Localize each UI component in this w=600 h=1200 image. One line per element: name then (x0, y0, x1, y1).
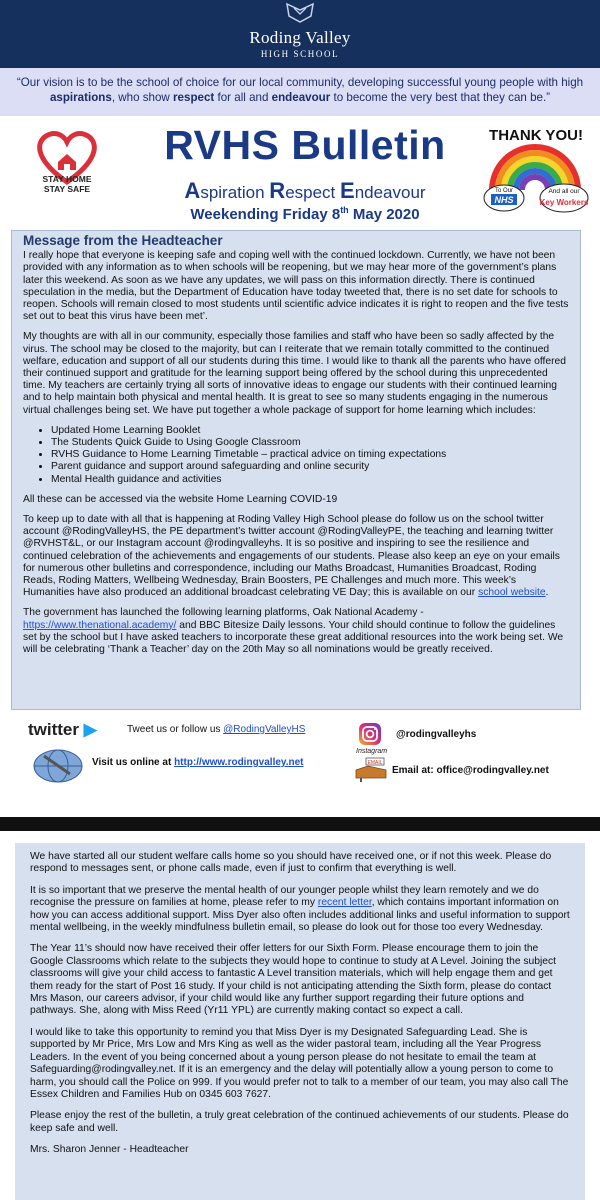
continued-paragraph-2 (30, 885, 571, 935)
motto-word: ndeavour (354, 183, 426, 202)
school-website-link[interactable]: school website (478, 587, 546, 599)
school-name: Roding Valley (249, 28, 351, 47)
paragraph-text: , which contains important information on how you can access additional support. Miss Dyer also often includes additional links and useful information to support mental wellbeing, in the weekly mindfulness bulletin email, so please do look out for those too every Wednesday. (30, 897, 570, 934)
nhs-text: NHS (494, 195, 514, 205)
twitter-word: twitter (28, 720, 79, 739)
thank-you-text: THANK YOU! (489, 127, 583, 144)
motto-capital: R (269, 178, 286, 203)
globe-icon (30, 744, 86, 784)
key-workers-text: Key Workers (539, 198, 589, 207)
thank-you-nhs-rainbow-icon (480, 120, 590, 220)
motto-capital: A (184, 178, 201, 203)
vision-text: “Our vision is to be the school of choice for our local community, developing successful young people with high (16, 76, 584, 89)
continued-message-box (15, 843, 585, 1200)
school-crest-icon (284, 2, 316, 24)
vision-text: to become the very best that they can be.” (330, 91, 551, 104)
school-subtitle: HIGH SCHOOL (260, 49, 340, 59)
vision-keyword: endeavour (271, 91, 331, 104)
stay-safe-text: STAY SAFE (43, 184, 91, 194)
vision-text: , who show (111, 91, 174, 104)
list-item: • Parent guidance and support around safeguarding and online security (51, 461, 570, 473)
list-item: • Mental Health guidance and activities (51, 474, 570, 486)
headteacher-message-box (11, 230, 581, 710)
email-sign-text: EMAIL (367, 760, 383, 766)
twitter-handle-link[interactable]: @RodingValleyHS (223, 724, 306, 735)
tweet-text: Tweet us or follow us (127, 724, 224, 735)
list-item: • RVHS Guidance to Home Learning Timetable – practical advice on timing expectations (51, 449, 570, 461)
paragraph-text: The government has launched the following learning platforms, Oak National Academy - (23, 607, 424, 619)
continued-paragraph-3: The Year 11’s should now have received their offer letters for our Sixth Form. Please encourage them to join the Google Classrooms which relate to the subjects they would hope to continue to study at A Level. Joining the subject classrooms will give your child access to fantastic A Level transition materials, which will help engage them and get them ready for the start of Post 16 study. If your child is not anticipating attending the Sixth form, please do contact Mrs Mason, our careers advisor, if your child would like any further support regarding their future options and pathways. She, along with Miss Reed (Yr11 YPL) are currently making contact so expect a call. (30, 943, 557, 1017)
twitter-logo (28, 720, 97, 740)
date-suffix: th (340, 205, 349, 215)
twitter-follow-text (127, 724, 305, 735)
bulletin-date (110, 205, 500, 223)
website-link[interactable]: http://www.rodingvalley.net (174, 757, 304, 768)
school-header-banner (0, 0, 600, 68)
message-paragraph-2: My thoughts are with all in our community, especially those families and staff who have been so sadly affected by the virus. The school may be closed to the majority, but can I reiterate that we remain totally committed to the continued welfare, education and support of all our students during this time. I would like to thank all the parents who have offered their continued support and gratitude for the learning support being offered by the school during this unprecedented time. My teachers are certainly trying all sorts of innovative ideas to engage our students with their continued learning and to help maintain both physical and mental health. It is great to see so many students engaging in the numerous virtual challenges being set. We have put together a whole package of support for home learning which includes: (23, 331, 567, 416)
instagram-icon[interactable] (358, 722, 382, 746)
motto-word: espect (285, 183, 340, 202)
section-divider (0, 817, 600, 831)
oak-academy-link[interactable]: https://www.thenational.academy/ (23, 619, 177, 631)
bulletin-motto (110, 178, 500, 204)
recent-letter-link[interactable]: recent letter (317, 897, 372, 909)
paragraph-text: and BBC Bitesize Daily lessons. Your child should continue to follow the guidelines set by the school but I have asked teachers to incorporate these great additional resources into the work being set. We will be celebrating ‘Thank a Teacher’ day on the 20th May so all nominations would be greatly received. (23, 619, 564, 656)
date-text: Weekending Friday 8 (190, 206, 341, 223)
paragraph-end: . (545, 587, 549, 599)
vision-keyword: aspirations (49, 91, 112, 104)
stay-home-text: STAY HOME (42, 174, 92, 184)
bulletin-title: RVHS Bulletin (164, 122, 446, 168)
email-text[interactable]: Email at: office@rodingvalley.net (392, 765, 549, 776)
to-our-text: To Our (494, 188, 514, 194)
support-list (23, 425, 570, 486)
message-paragraph-1: I really hope that everyone is keeping safe and coping well with the continued lockdown. Currently, we have not been provided with any information as to when schools will be reopening, but we may hear more of the government’s plans later this weekend. As soon as we have any updates, we will pass on this information directly. There is continued speculation in the media, but the Department of Education have today tweeted that, there is no set date for schools to reopen. Schools will remain closed to most students until scientific advice indicates it is right to reopen and the five tests set out to beat this virus have been met’. (23, 250, 569, 323)
message-heading: Message from the Headteacher (23, 233, 223, 248)
website-text (92, 757, 304, 768)
twitter-bird-icon: ▶ (83, 720, 97, 739)
list-item: • The Students Quick Guide to Using Google Classroom (51, 437, 570, 449)
vision-statement (0, 68, 600, 116)
message-paragraph-3: All these can be accessed via the website Home Learning COVID-19 (23, 493, 338, 505)
vision-text: for all and (214, 91, 272, 104)
continued-paragraph-1: We have started all our student welfare calls home so you should have received one, or if not this week. Please do respond to messages sent, or phone calls made, even if just to confirm that everything is well. (30, 851, 552, 875)
vision-keyword: respect (173, 91, 215, 104)
headteacher-signature: Mrs. Sharon Jenner - Headteacher (30, 1144, 189, 1156)
message-paragraph-5 (23, 607, 570, 656)
date-text-end: May 2020 (348, 206, 420, 223)
instagram-word: Instagram (356, 748, 388, 755)
continued-paragraph-5: Please enjoy the rest of the bulletin, a truly great celebration of the continued achievements of our students. Please do keep safe and well. (30, 1110, 569, 1134)
continued-paragraph-4: I would like to take this opportunity to remind you that Miss Dyer is my Designated Safeguarding Lead. She is supported by Mr Price, Mrs Low and Mrs King as well as the wider pastoral team, including all the Year Progress Leaders. In the event of you being concerned about a young person please do not hesitate to email the team at Safeguarding@rodingvalley.net. If it is an emergency and the delay will potentially allow a young person to come to harm, you should call the Police on 999. If you would prefer not to talk to a member of our team, you may also call The Essex Children and Families Hub on 0345 603 7627. (30, 1026, 569, 1100)
instagram-handle[interactable]: @rodingvalleyhs (396, 729, 477, 740)
message-paragraph-4 (23, 514, 570, 599)
motto-word: spiration (200, 183, 270, 202)
web-text: Visit us online at (92, 757, 175, 768)
motto-capital: E (340, 178, 355, 203)
paragraph-text: To keep up to date with all that is happening at Roding Valley High School please do follow us on the school twitter account @RodingValleyHS, the PE department’s twitter account @RodingValleyPE, the teaching and learning twitter @RVHST&L, or our Instagram account @rodingvalleyhs. It is so positive and inspiring to see the resilience and continued celebration of the achievements and engagements of our students. Please also keep an eye on your emails for numerous other bulletins and correspondence, including our Maths Broadcast, Humanities Broadcast, Roding Reads, Roding Matters, Wellbeing Wednesday, Brain Boosters, PE Challenges and much more. This week’s Humanities have also produced an additional broadcast celebrating VE Day; this is available on our (23, 514, 560, 599)
email-postbox-icon (354, 756, 388, 782)
paragraph-text: It is so important that we preserve the mental health of our younger people whilst they learn remotely and we do recognise the pressure on families at home, please refer to my (30, 884, 539, 909)
stay-home-caption (14, 174, 120, 194)
list-item: • Updated Home Learning Booklet (51, 425, 570, 437)
and-all-our-text: And all our (548, 188, 580, 195)
